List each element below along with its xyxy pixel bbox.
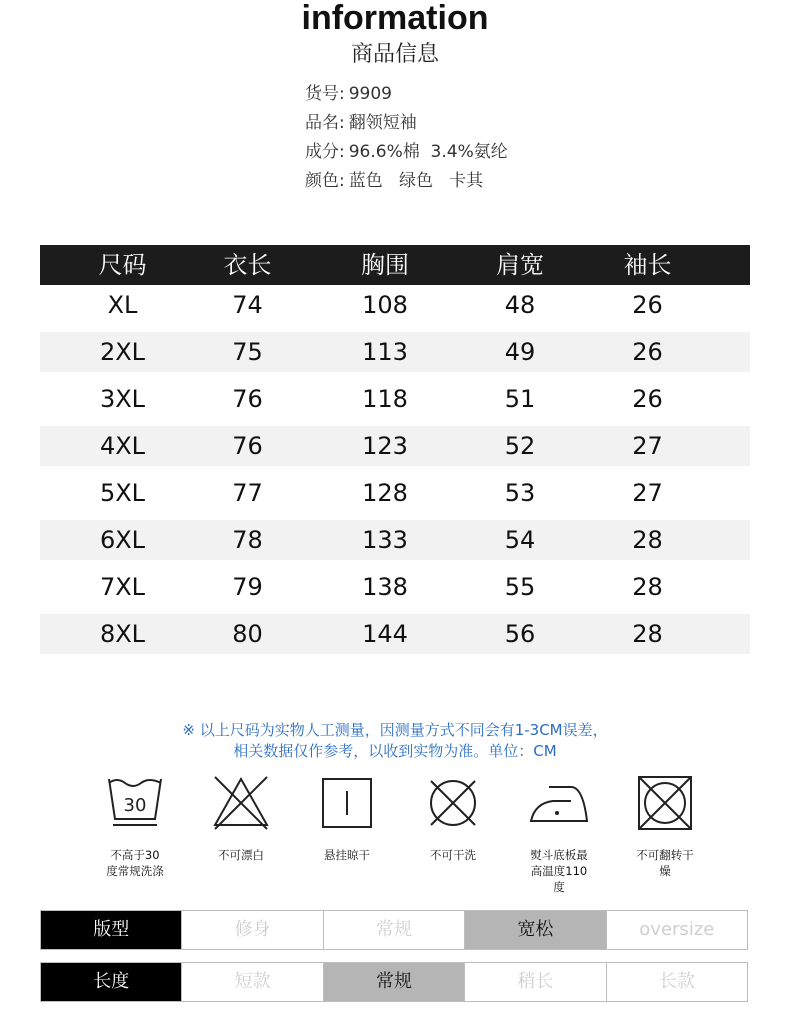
page-title: information [301,0,489,37]
row-chest-cell: 123 [362,432,408,460]
length-option-long: 长款 [606,963,747,1001]
size-table [40,245,750,654]
measurement-note [0,720,790,762]
header-cell-sleeve: 袖长 [623,251,672,279]
row-chest-cell: 113 [362,338,408,366]
row-length-cell: 78 [232,526,263,554]
row-chest-cell: 133 [362,526,408,554]
care-item-iron [509,773,609,895]
table-row [40,285,750,325]
table-row [40,379,750,419]
row-size-cell: 8XL [99,620,146,648]
row-length-cell: 76 [232,432,263,460]
row-length-cell: 80 [232,620,263,648]
info-label: 颜色: [305,171,345,191]
care-label: 悬挂晾干 [324,848,370,862]
info-value: 9909 [348,84,392,104]
info-label: 货号: [305,84,345,104]
no-tumble-dry-icon [615,773,715,835]
row-size-cell: XL [107,291,138,319]
no-dry-clean-icon [403,773,503,835]
row-shoulder-cell: 52 [504,432,536,460]
row-shoulder-cell: 51 [504,385,536,413]
row-sleeve-cell: 28 [632,526,663,554]
info-label: 品名: [305,113,345,133]
row-size-cell: 7XL [99,573,146,601]
length-option-short: 短款 [181,963,322,1001]
table-row [40,520,750,560]
table-row [40,332,750,372]
info-item-name [305,109,508,138]
info-item-sku [305,80,508,109]
row-shoulder-cell: 53 [504,479,536,507]
row-chest-cell: 108 [362,291,408,319]
fit-option-slim: 修身 [181,911,322,949]
row-shoulder-cell: 56 [504,620,536,648]
row-shoulder-cell: 49 [504,338,536,366]
iron-icon [509,773,609,835]
table-row [40,473,750,513]
header-cell-shoulder: 肩宽 [496,251,544,279]
care-instructions [85,773,715,895]
row-length-cell: 77 [232,479,263,507]
care-item-bleach [191,773,291,895]
row-chest-cell: 138 [362,573,408,601]
size-table-header [40,245,750,285]
fit-option-loose: 宽松 [464,911,605,949]
wash-30-icon [85,773,185,835]
row-chest-cell: 144 [362,620,408,648]
row-length-cell: 79 [232,573,263,601]
row-size-cell: 6XL [99,526,146,554]
row-chest-cell: 128 [362,479,408,507]
row-size-cell: 4XL [99,432,146,460]
row-sleeve-cell: 26 [632,291,663,319]
row-sleeve-cell: 28 [632,573,663,601]
header-cell-length: 衣长 [223,251,272,279]
row-sleeve-cell: 28 [632,620,663,648]
row-sleeve-cell: 26 [632,385,663,413]
care-label: 熨斗底板最 高温度110 度 [530,848,588,894]
info-label: 成分: [305,142,345,162]
row-length-cell: 76 [232,385,263,413]
page-subtitle: 商品信息 [350,42,439,67]
row-sleeve-cell: 27 [632,432,663,460]
header-cell-size: 尺码 [98,251,147,279]
wash-temp-number: 30 [123,795,147,816]
care-label: 不高于30 度常规洗涤 [106,848,164,878]
care-label: 不可漂白 [218,848,264,862]
row-sleeve-cell: 26 [632,338,663,366]
care-item-tumble [615,773,715,895]
note-line-1: ※ 以上尺码为实物人工测量，因测量方式不同会有1-3CM误差， [182,721,608,739]
care-label: 不可翻转干 燥 [636,848,694,878]
care-label: 不可干洗 [430,848,476,862]
row-sleeve-cell: 27 [632,479,663,507]
info-value: 96.6%棉 3.4%氨纶 [348,142,508,162]
care-item-hang [297,773,397,895]
table-row [40,614,750,654]
note-line-2: 相关数据仅作参考，以收到实物为准。单位：CM [233,742,557,760]
fit-option-regular: 常规 [323,911,464,949]
info-item-colors [305,167,508,196]
care-item-dryclean [403,773,503,895]
length-option-slightly-long: 稍长 [464,963,605,1001]
fit-scale [40,910,748,950]
length-scale-label: 长度 [41,963,181,1001]
no-bleach-icon [191,773,291,835]
row-shoulder-cell: 48 [504,291,536,319]
row-length-cell: 74 [232,291,263,319]
table-row [40,426,750,466]
row-size-cell: 2XL [99,338,146,366]
row-size-cell: 3XL [99,385,146,413]
info-item-material [305,138,508,167]
row-size-cell: 5XL [99,479,146,507]
length-scale [40,962,748,1002]
table-row [40,567,750,607]
row-chest-cell: 118 [362,385,408,413]
fit-scale-label: 版型 [41,911,181,949]
info-value: 蓝色 绿色 卡其 [348,171,484,191]
row-shoulder-cell: 54 [504,526,536,554]
row-shoulder-cell: 55 [504,573,536,601]
length-option-regular: 常规 [323,963,464,1001]
fit-option-oversize: oversize [606,911,747,949]
care-item-wash [85,773,185,895]
hang-dry-icon [297,773,397,835]
product-info [305,80,508,196]
header-cell-chest: 胸围 [361,251,409,279]
info-value: 翻领短袖 [348,113,417,133]
row-length-cell: 75 [232,338,263,366]
